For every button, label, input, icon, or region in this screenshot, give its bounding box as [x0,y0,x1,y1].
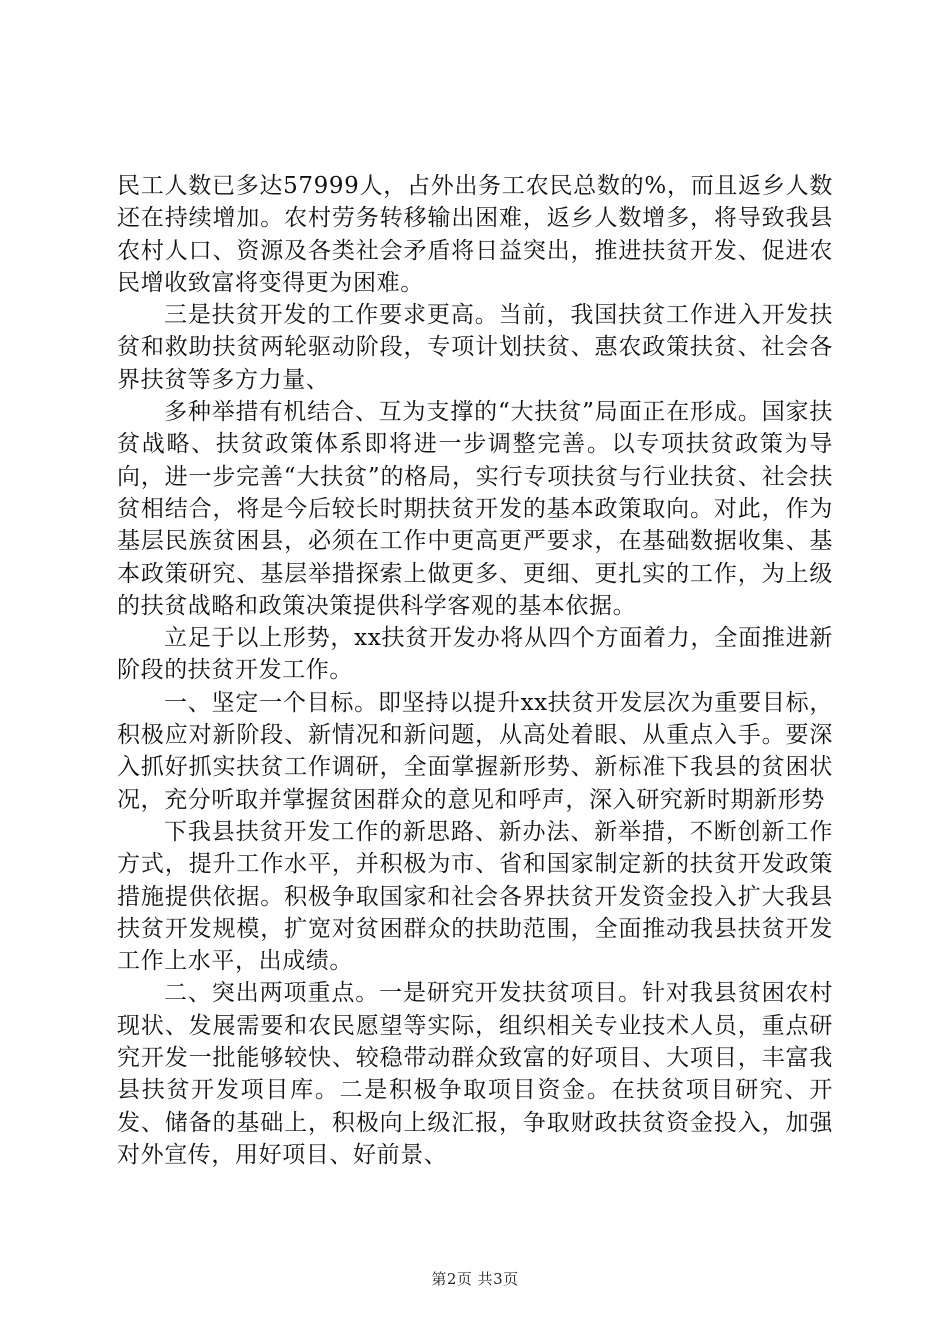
paragraph-7: 二、突出两项重点。一是研究开发扶贫项目。针对我县贫困农村现状、发展需要和农民愿望等实际，组织相关专业技术人员，重点研究开发一批能够较快、较稳带动群众致富的好项目、大项目，丰富我县扶贫开发项目库。二是积极争取项目资金。在扶贫项目研究、开发、储备的基础上，积极向上级汇报，争取财政扶贫资金投入，加强对外宣传，用好项目、好前景、 [117,980,833,1168]
paragraph-5: 一、坚定一个目标。即坚持以提升xx扶贫开发层次为重要目标，积极应对新阶段、新情况和新问题，从高处着眼、从重点入手。要深入抓好抓实扶贫工作调研，全面掌握新形势、新标准下我县的贫困状况，充分听取并掌握贫困群众的意见和呼声，深入研究新时期新形势 [117,689,833,813]
paragraph-2: 三是扶贫开发的工作要求更高。当前，我国扶贫工作进入开发扶贫和救助扶贫两轮驱动阶段，专项计划扶贫、惠农政策扶贫、社会各界扶贫等多方力量、 [117,302,833,393]
document-body [117,170,833,1171]
paragraph-4: 立足于以上形势，xx扶贫开发办将从四个方面着力，全面推进新阶段的扶贫开发工作。 [117,625,833,684]
paragraph-1: 民工人数已多达57999人，占外出务工农民总数的%，而且返乡人数还在持续增加。农村劳务转移输出困难，返乡人数增多，将导致我县农村人口、资源及各类社会矛盾将日益突出，推进扶贫开发、促进农民增收致富将变得更为困难。 [117,173,833,296]
paragraph-6: 下我县扶贫开发工作的新思路、新办法、新举措，不断创新工作方式，提升工作水平，并积极为市、省和国家制定新的扶贫开发政策措施提供依据。积极争取国家和社会各界扶贫开发资金投入扩大我县扶贫开发规模，扩宽对贫困群众的扶助范围，全面推动我县扶贫开发工作上水平，出成绩。 [117,818,833,975]
paragraph-3: 多种举措有机结合、互为支撑的“大扶贫”局面正在形成。国家扶贫战略、扶贫政策体系即将进一步调整完善。以专项扶贫政策为导向，进一步完善“大扶贫”的格局，实行专项扶贫与行业扶贫、社会扶贫相结合，将是今后较长时期扶贫开发的基本政策取向。对此，作为基层民族贫困县，必须在工作中更高更严要求，在基础数据收集、基本政策研究、基层举措探索上做更多、更细、更扎实的工作，为上级的扶贫战略和政策决策提供科学客观的基本依据。 [117,399,833,619]
page-footer: 第2页 共3页 [431,1270,519,1288]
